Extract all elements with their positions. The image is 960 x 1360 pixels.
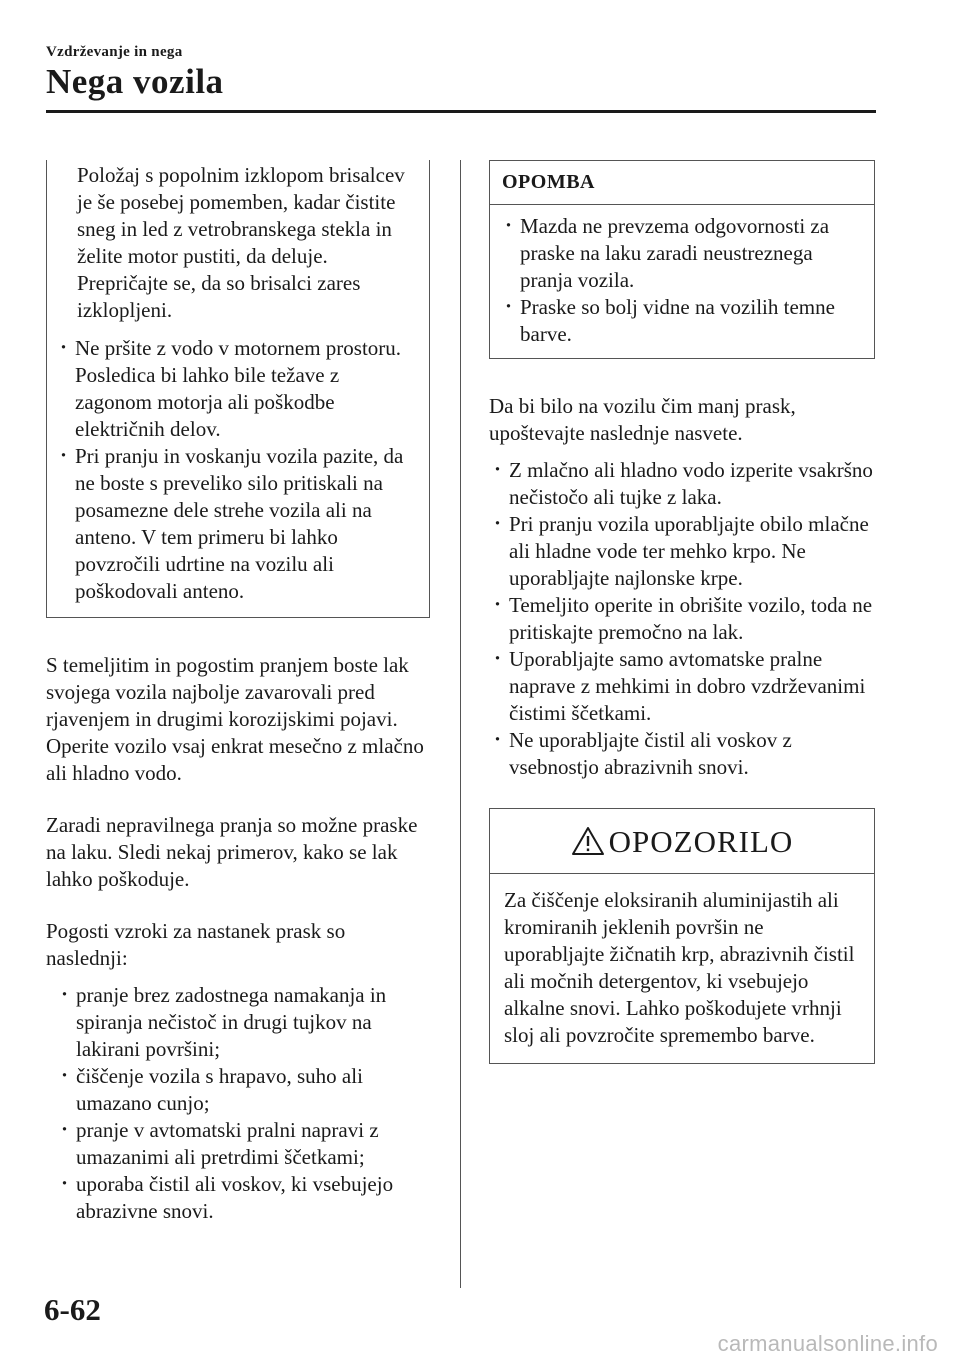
warning-triangle-icon <box>571 826 605 856</box>
warning-body <box>490 874 874 1063</box>
note-body <box>490 205 874 358</box>
list-item: · Pri pranju in voskanju vozila pazite, da ne boste s preveliko silo pritiskali na posamezne dele strehe vozila ali na anteno. V tem primeru bi lahko povzročili udrtine na vozilu ali poškodovali anteno. <box>59 443 417 605</box>
list-item: · Ne pršite z vodo v motornem prostoru. Posledica bi lahko bile težave z zagonom motorja ali poškodbe električnih delov. <box>59 335 417 443</box>
warning-title: OPOZORILO <box>608 823 794 859</box>
tips-list <box>489 457 875 781</box>
right-column <box>489 160 875 1064</box>
caution-bullet-list <box>59 335 417 605</box>
list-item: · Pri pranju vozila uporabljajte obilo mlačne ali hladne vode ter mehko krpo. Ne uporabljajte najlonske krpe. <box>493 511 875 592</box>
warning-box <box>489 808 875 1064</box>
body-paragraph: Zaradi nepravilnega pranja so možne praske na laku. Sledi nekaj primerov, kako se lak lahko poškoduje. <box>46 813 418 891</box>
list-item: · Temeljito operite in obrišite vozilo, toda ne pritiskajte premočno na lak. <box>493 592 875 646</box>
note-title: OPOMBA <box>490 161 874 205</box>
list-item: · uporaba čistil ali voskov, ki vsebujejo abrazivne snovi. <box>60 1171 430 1225</box>
causes-list <box>46 982 430 1225</box>
note-box <box>489 160 875 359</box>
list-item: · pranje v avtomatski pralni napravi z umazanimi ali pretrdimi ščetkami; <box>60 1117 430 1171</box>
caution-paragraph: Položaj s popolnim izklopom brisalcev je še posebej pomemben, kadar čistite sneg in led z vetrobranskega stekla in želite motor pustiti, da deluje. Prepričajte se, da so brisalci zares izklopljeni. <box>77 163 405 322</box>
chapter-title: Nega vozila <box>46 62 224 101</box>
warning-text: Za čiščenje eloksiranih aluminijastih ali kromiranih jeklenih površin ne uporabljajte žičnatih krp, abrazivnih čistil ali močnih detergentov, ki vsebujejo alkalne snovi. Lahko poškodujete vrhnji sloj ali povzročite spremembo barve. <box>504 888 855 1047</box>
warning-header <box>490 809 874 874</box>
note-bullet-list <box>504 213 862 348</box>
column-divider <box>460 160 461 1288</box>
list-item: · Mazda ne prevzema odgovornosti za praske na laku zaradi neustreznega pranja vozila. <box>504 213 862 294</box>
body-paragraph: S temeljitim in pogostim pranjem boste lak svojega vozila najbolje zavarovali pred rjavenjem in drugimi korozijskimi pojavi. Operite vozilo vsaj enkrat mesečno z mlačno ali hladno vodo. <box>46 653 424 785</box>
list-item: · čiščenje vozila s hrapavo, suho ali umazano cunjo; <box>60 1063 430 1117</box>
continued-caution-box <box>46 160 430 618</box>
list-item: · Z mlačno ali hladno vodo izperite vsakršno nečistočo ali tujke z laka. <box>493 457 875 511</box>
header-rule <box>46 110 876 113</box>
body-paragraph: Pogosti vzroki za nastanek prask so naslednji: <box>46 919 346 970</box>
list-item: · Uporabljajte samo avtomatske pralne naprave z mehkimi in dobro vzdrževanimi čistimi ščetkami. <box>493 646 875 727</box>
list-item: · pranje brez zadostnega namakanja in spiranja nečistoč in drugi tujkov na lakirani površini; <box>60 982 430 1063</box>
list-item: · Ne uporabljajte čistil ali voskov z vsebnostjo abrazivnih snovi. <box>493 727 875 781</box>
list-item: · Praske so bolj vidne na vozilih temne barve. <box>504 294 862 348</box>
section-label: Vzdrževanje in nega <box>46 44 183 60</box>
watermark: carmanualsonline.info <box>717 1331 938 1356</box>
left-column <box>46 160 430 1225</box>
page-number: 6-62 <box>44 1292 101 1327</box>
body-paragraph: Da bi bilo na vozilu čim manj prask, upoštevajte naslednje nasvete. <box>489 394 796 445</box>
